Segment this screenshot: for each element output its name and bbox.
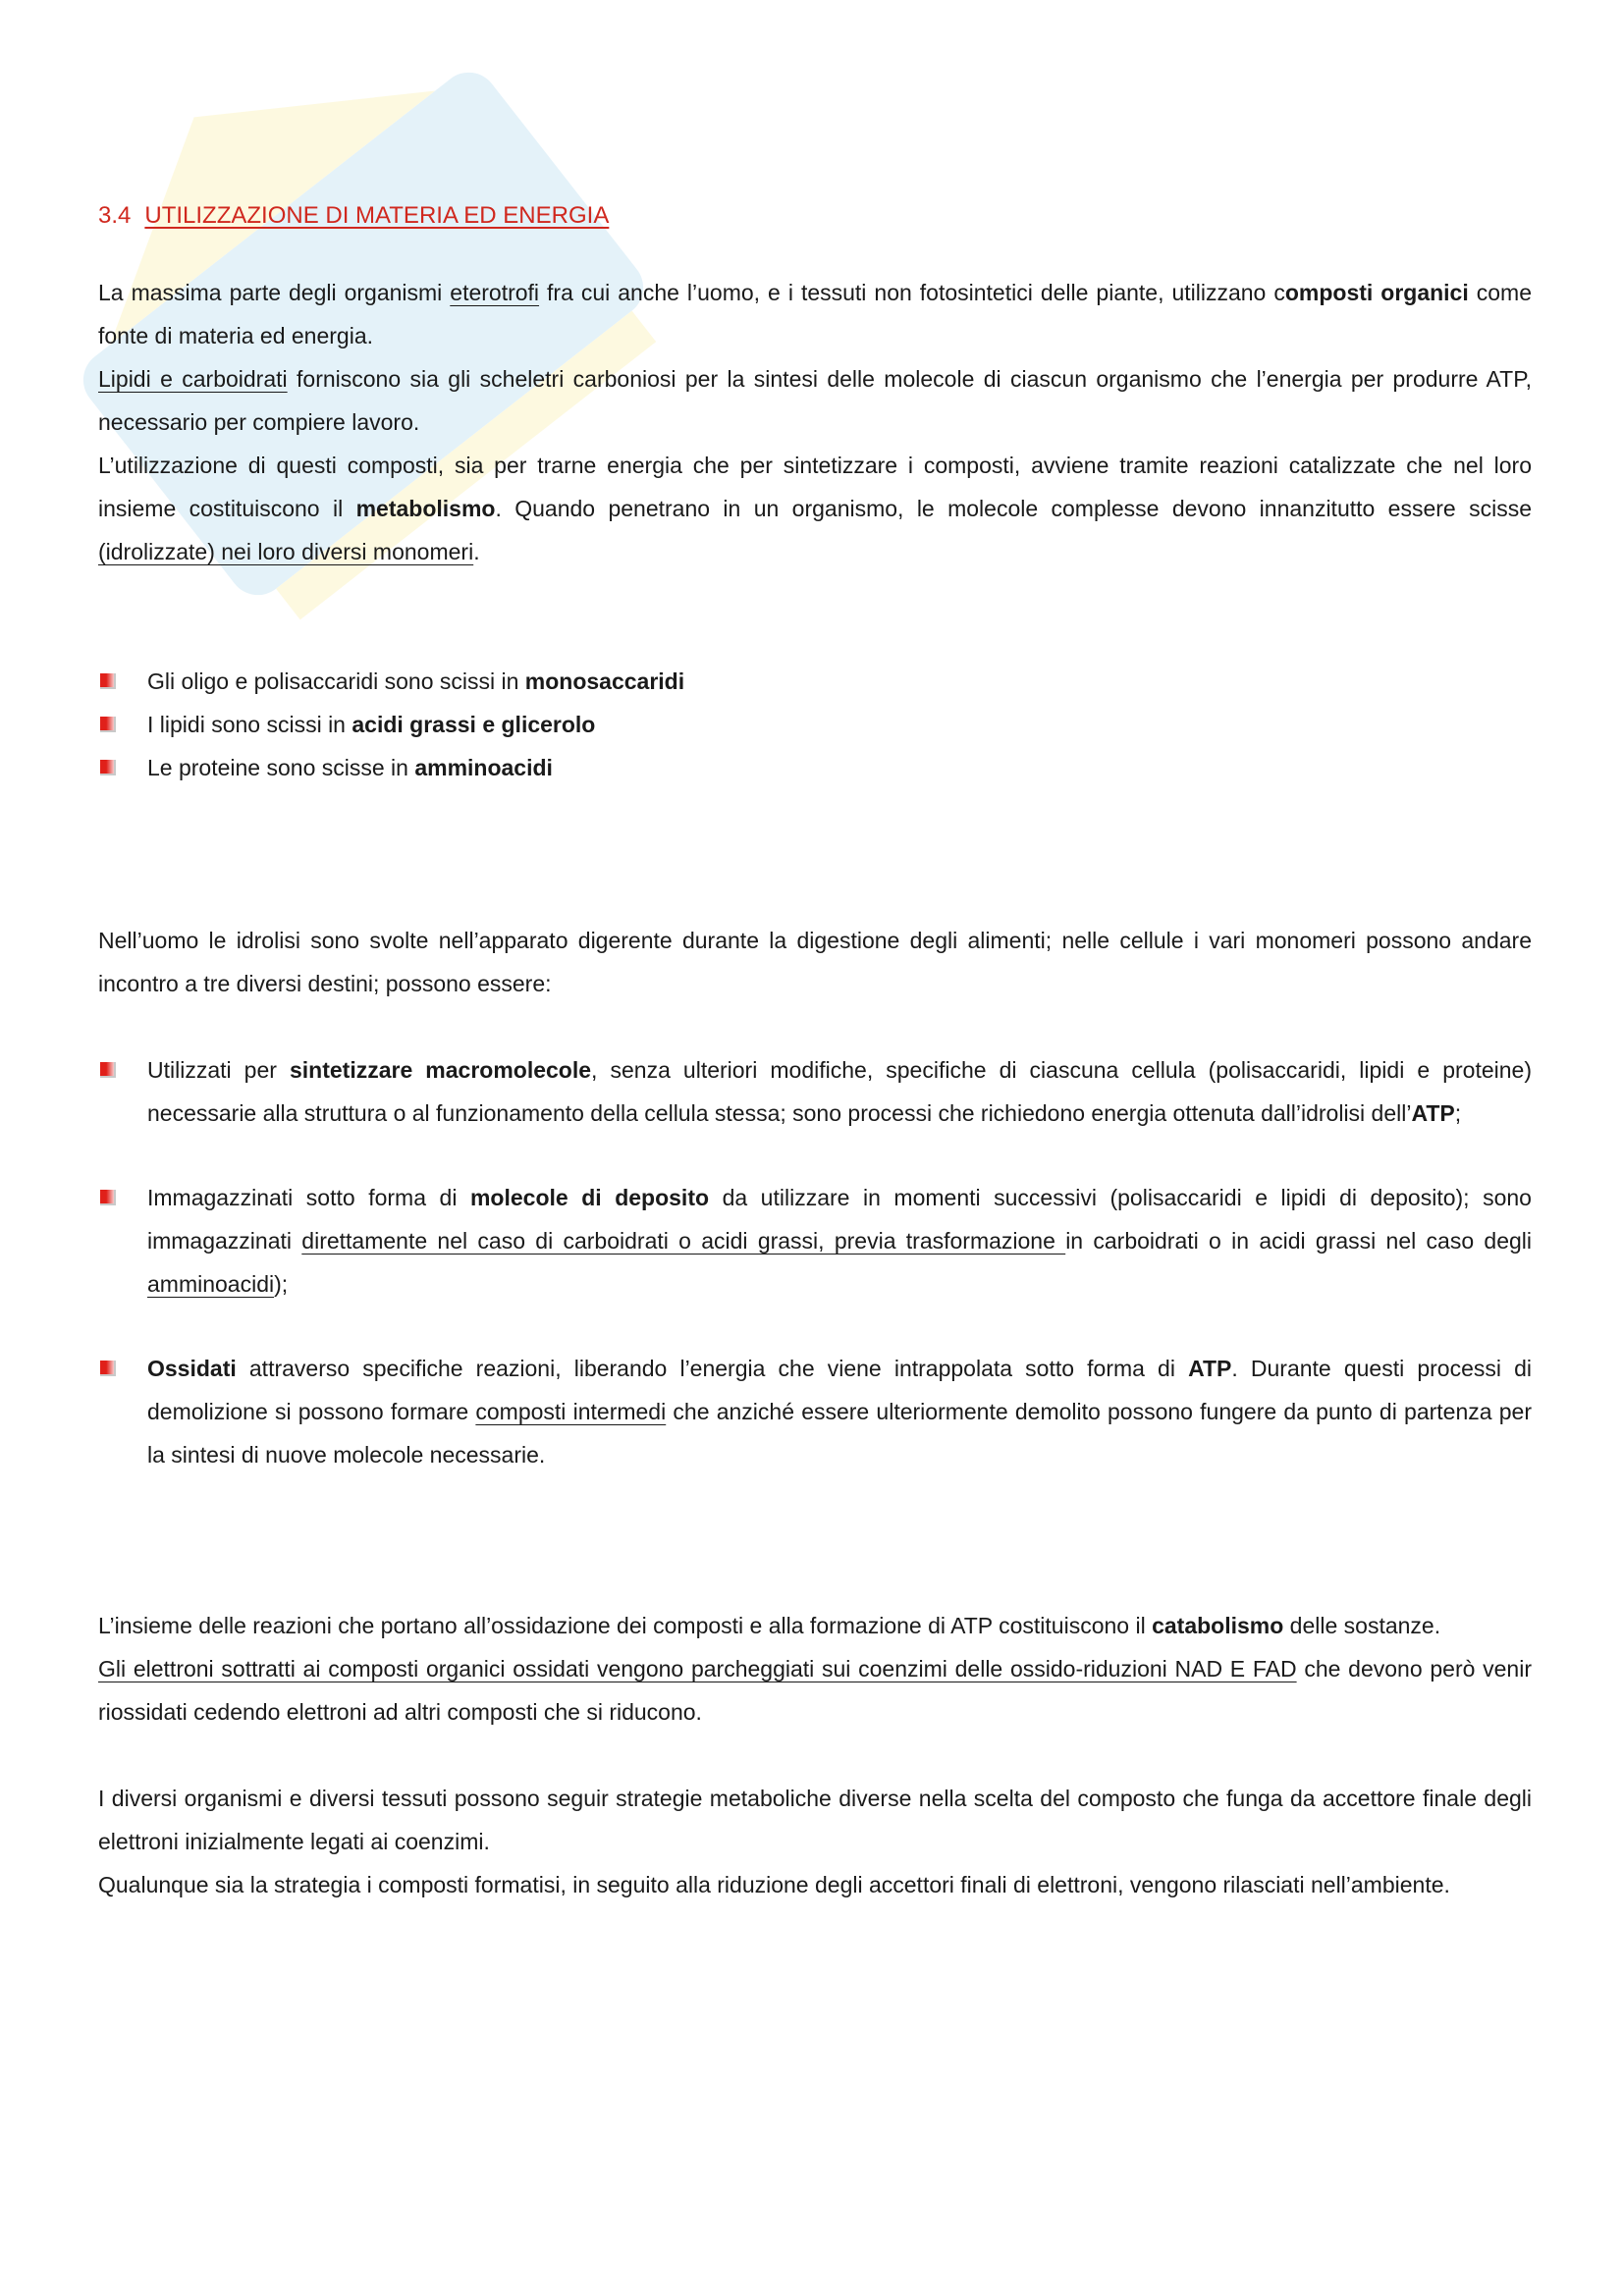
list-item: Utilizzati per sintetizzare macromolecole, senza ulteriori modifiche, specifiche di ciascuna cellula (polisaccaridi, lipidi e proteine) necessarie alla struttura o al funzionamento della cellula stessa; sono processi che richiedono energia ottenuta dall’idrolisi dell’ATP; [98, 1048, 1532, 1135]
intro-paragraph-1: La massima parte degli organismi eterotrofi fra cui anche l’uomo, e i tessuti non fotosintetici delle piante, utilizzano composti organici come fonte di materia ed energia. [98, 280, 1532, 348]
section-number: 3.4 [98, 202, 132, 229]
catabolism-paragraph-1: L’insieme delle reazioni che portano all’ossidazione dei composti e alla formazione di ATP costituiscono il catabolismo delle sostanze. [98, 1613, 1441, 1638]
conclusion-paragraph-1: I diversi organismi e diversi tessuti possono seguir strategie metaboliche diverse nella scelta del composto che funga da accettore finale degli elettroni inizialmente legati ai coenzimi. [98, 1786, 1532, 1854]
bullet-icon [100, 673, 116, 689]
conclusion-paragraph-2: Qualunque sia la strategia i composti formatisi, in seguito alla riduzione degli accettori finali di elettroni, vengono rilasciati nell’ambiente. [98, 1872, 1450, 1897]
bullet-icon [100, 760, 116, 775]
intro-paragraph-2: Lipidi e carboidrati forniscono sia gli scheletri carboniosi per la sintesi delle molecole di ciascun organismo che l’energia per produrre ATP, necessario per compiere lavoro. [98, 366, 1532, 435]
document-page [98, 196, 1532, 1906]
list-item: Immagazzinati sotto forma di molecole di deposito da utilizzare in momenti successivi (polisaccaridi e lipidi di deposito); sono immagazzinati direttamente nel caso di carboidrati o acidi grassi, previa trasformazione in carboidrati o in acidi grassi nel caso degli amminoacidi); [98, 1176, 1532, 1306]
bullet-icon [100, 1190, 116, 1205]
list-item: Ossidati attraverso specifiche reazioni, liberando l’energia che viene intrappolata sotto forma di ATP. Durante questi processi di demolizione si possono formare composti intermedi che anziché essere ulteriormente demolito possono fungere da punto di partenza per la sintesi di nuove molecole necessarie. [98, 1347, 1532, 1476]
section-title: UTILIZZAZIONE DI MATERIA ED ENERGIA [144, 202, 610, 229]
list-item: Gli oligo e polisaccaridi sono scissi in monosaccaridi [98, 660, 1532, 703]
bullet-icon [100, 1062, 116, 1078]
section-heading [98, 196, 1532, 236]
catabolism-paragraph-2: Gli elettroni sottratti ai composti organici ossidati vengono parcheggiati sui coenzimi delle ossido-riduzioni NAD E FAD che devono però venir riossidati cedendo elettroni ad altri composti che si riducono. [98, 1656, 1532, 1725]
destinies-list [98, 1048, 1532, 1476]
bullet-icon [100, 1361, 116, 1376]
bullet-icon [100, 717, 116, 732]
destinies-intro: Nell’uomo le idrolisi sono svolte nell’apparato digerente durante la digestione degli alimenti; nelle cellule i vari monomeri possono andare incontro a tre diversi destini; possono essere: [98, 928, 1532, 996]
intro-paragraph-3: L’utilizzazione di questi composti, sia per trarne energia che per sintetizzare i composti, avviene tramite reazioni catalizzate che nel loro insieme costituiscono il metabolismo. Quando penetrano in un organismo, le molecole complesse devono innanzitutto essere scisse (idrolizzate) nei loro diversi monomeri. [98, 453, 1532, 564]
list-item: I lipidi sono scissi in acidi grassi e glicerolo [98, 703, 1532, 746]
hydrolysis-list [98, 660, 1532, 789]
list-item: Le proteine sono scisse in amminoacidi [98, 746, 1532, 789]
